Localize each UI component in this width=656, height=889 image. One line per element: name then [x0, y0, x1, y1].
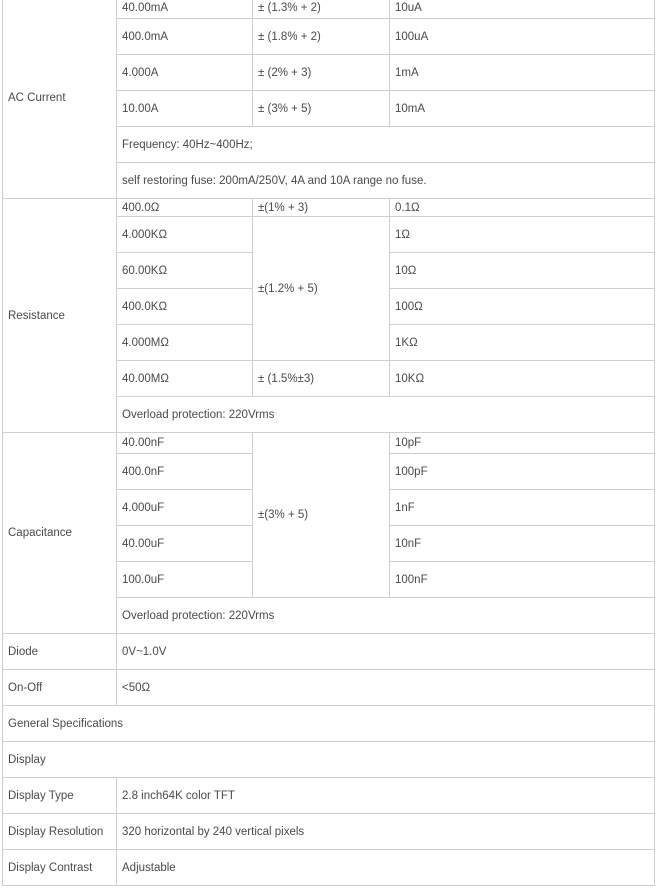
accuracy-cell: ± (3% + 5) [253, 91, 390, 127]
table-row [3, 433, 655, 454]
table-row [3, 742, 655, 778]
resolution-cell: 10uA [390, 0, 655, 19]
table-row [3, 706, 655, 742]
range-cell: 40.00uF [117, 526, 253, 562]
resolution-cell: 100uA [390, 19, 655, 55]
accuracy-cell: ± (1.8% + 2) [253, 19, 390, 55]
display-contrast-label: Display Contrast [3, 850, 117, 886]
resolution-cell: 10pF [390, 433, 655, 454]
resolution-cell: 1Ω [390, 217, 655, 253]
range-cell: 10.00A [117, 91, 253, 127]
general-specifications-heading: General Specifications [3, 706, 655, 742]
resistance-label: Resistance [3, 199, 117, 433]
resolution-cell: 100Ω [390, 289, 655, 325]
diode-value: 0V~1.0V [117, 634, 655, 670]
range-cell: 40.00MΩ [117, 361, 253, 397]
on-off-label: On-Off [3, 670, 117, 706]
table-row [3, 634, 655, 670]
range-cell: 40.00nF [117, 433, 253, 454]
display-resolution-label: Display Resolution [3, 814, 117, 850]
display-type-label: Display Type [3, 778, 117, 814]
accuracy-cell: ±(3% + 5) [253, 433, 390, 598]
range-cell: 400.0Ω [117, 199, 253, 217]
resolution-cell: 10KΩ [390, 361, 655, 397]
range-cell: 60.00KΩ [117, 253, 253, 289]
on-off-value: <50Ω [117, 670, 655, 706]
display-heading: Display [3, 742, 655, 778]
resolution-cell: 100pF [390, 454, 655, 490]
display-type-value: 2.8 inch64K color TFT [117, 778, 655, 814]
table-row [3, 670, 655, 706]
range-cell: 400.0nF [117, 454, 253, 490]
table-row [3, 850, 655, 886]
range-cell: 400.0KΩ [117, 289, 253, 325]
resolution-cell: 100nF [390, 562, 655, 598]
accuracy-cell: ± (1.5%±3) [253, 361, 390, 397]
note-cell: Overload protection: 220Vrms [117, 397, 655, 433]
table-row [3, 199, 655, 217]
resolution-cell: 10nF [390, 526, 655, 562]
diode-label: Diode [3, 634, 117, 670]
table-row [3, 0, 655, 19]
range-cell: 4.000MΩ [117, 325, 253, 361]
resolution-cell: 0.1Ω [390, 199, 655, 217]
resolution-cell: 1mA [390, 55, 655, 91]
accuracy-cell: ±(1% + 3) [253, 199, 390, 217]
range-cell: 4.000KΩ [117, 217, 253, 253]
accuracy-cell: ± (1.3% + 2) [253, 0, 390, 19]
capacitance-label: Capacitance [3, 433, 117, 634]
table-row [3, 778, 655, 814]
range-cell: 40.00mA [117, 0, 253, 19]
resolution-cell: 10mA [390, 91, 655, 127]
range-cell: 4.000A [117, 55, 253, 91]
resolution-cell: 1nF [390, 490, 655, 526]
accuracy-cell: ±(1.2% + 5) [253, 217, 390, 361]
resolution-cell: 10Ω [390, 253, 655, 289]
range-cell: 4.000uF [117, 490, 253, 526]
note-cell: Frequency: 40Hz~400Hz; [117, 127, 655, 163]
table-row [3, 814, 655, 850]
note-cell: Overload protection: 220Vrms [117, 598, 655, 634]
ac-current-label: AC Current [3, 0, 117, 199]
specification-table [2, 0, 655, 886]
resolution-cell: 1KΩ [390, 325, 655, 361]
range-cell: 400.0mA [117, 19, 253, 55]
range-cell: 100.0uF [117, 562, 253, 598]
accuracy-cell: ± (2% + 3) [253, 55, 390, 91]
display-resolution-value: 320 horizontal by 240 vertical pixels [117, 814, 655, 850]
note-cell: self restoring fuse: 200mA/250V, 4A and 10A range no fuse. [117, 163, 655, 199]
display-contrast-value: Adjustable [117, 850, 655, 886]
